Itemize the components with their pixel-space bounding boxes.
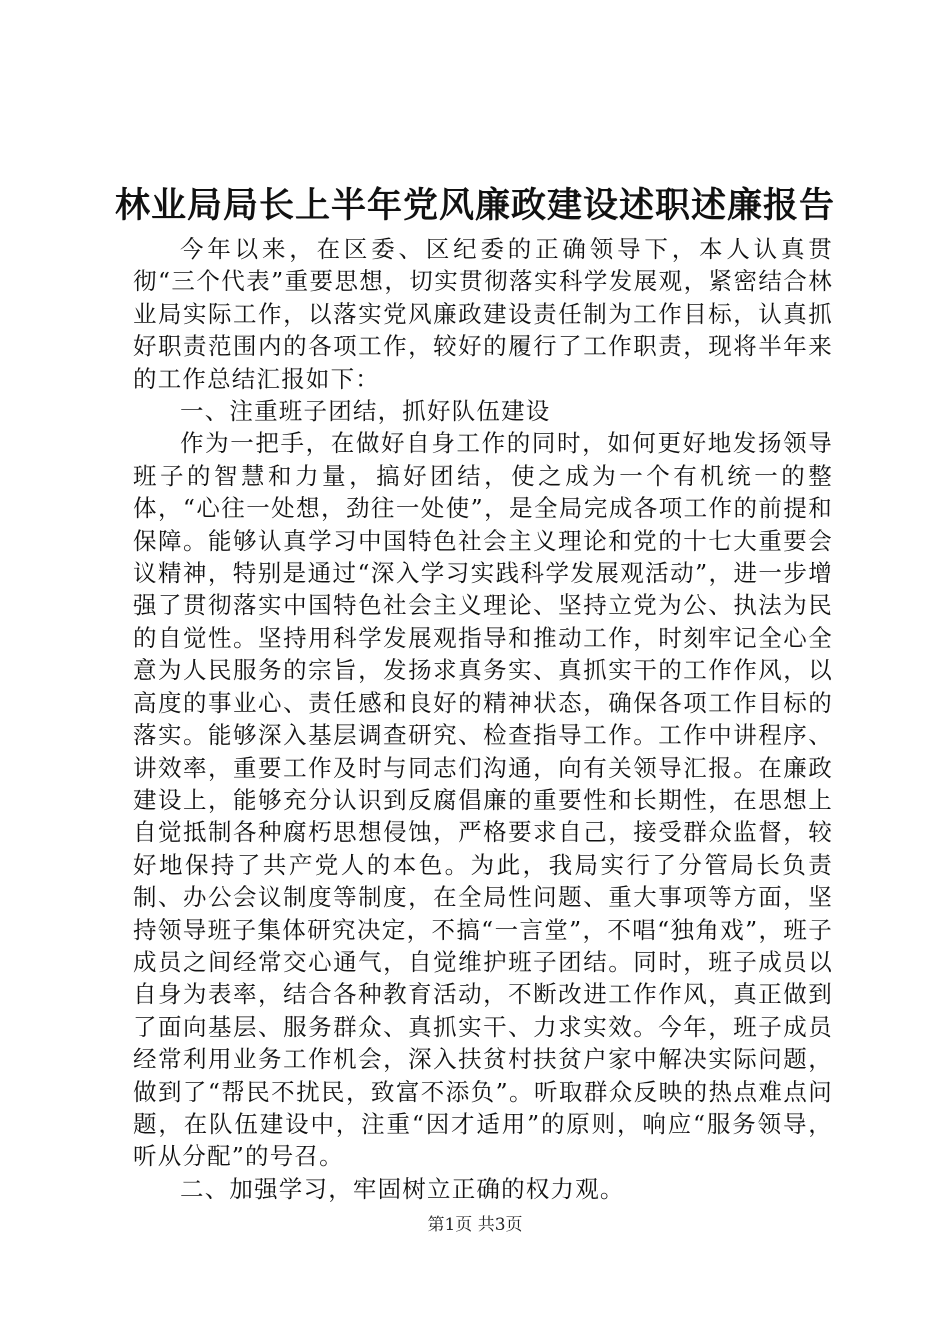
document-title: 林业局局长上半年党风廉政建设述职述廉报告 — [114, 186, 835, 226]
page-number-footer: 第1页 共3页 — [427, 1215, 523, 1235]
paragraph-intro: 今年以来，在区委、区纪委的正确领导下，本人认真贯彻“三个代表”重要思想，切实贯彻落实科学发展观，紧密结合林业局实际工作，以落实党风廉政建设责任制为工作目标，认真抓好职责范围内的各项工作，较好的履行了工作职责，现将半年来的工作总结汇报如下： — [133, 235, 833, 393]
document-body — [133, 233, 833, 1205]
section-heading-1: 一、注重班子团结，抓好队伍建设 — [180, 397, 551, 426]
section-heading-2: 二、加强学习，牢固树立正确的权力观。 — [180, 1174, 625, 1203]
paragraph-section-1: 作为一把手，在做好自身工作的同时，如何更好地发扬领导班子的智慧和力量，搞好团结，使之成为一个有机统一的整体，“心往一处想，劲往一处使”，是全局完成各项工作的前提和保障。能够认真学习中国特色社会主义理论和党的十七大重要会议精神，特别是通过“深入学习实践科学发展观活动”，进一步增强了贯彻落实中国特色社会主义理论、坚持立党为公、执法为民的自觉性。坚持用科学发展观指导和推动工作，时刻牢记全心全意为人民服务的宗旨，发扬求真务实、真抓实干的工作作风，以高度的事业心、责任感和良好的精神状态，确保各项工作目标的落实。能够深入基层调查研究、检查指导工作。工作中讲程序、讲效率，重要工作及时与同志们沟通，向有关领导汇报。在廉政建设上，能够充分认识到反腐倡廉的重要性和长期性，在思想上自觉抵制各种腐朽思想侵蚀，严格要求自己，接受群众监督，较好地保持了共产党人的本色。为此，我局实行了分管局长负责制、办公会议制度等制度，在全局性问题、重大事项等方面，坚持领导班子集体研究决定，不搞“一言堂”，不唱“独角戏”，班子成员之间经常交心通气，自觉维护班子团结。同时，班子成员以自身为表率，结合各种教育活动，不断改进工作作风，真正做到了面向基层、服务群众、真抓实干、力求实效。今年，班子成员经常利用业务工作机会，深入扶贫村扶贫户家中解决实际问题，做到了“帮民不扰民，致富不添负”。听取群众反映的热点难点问题，在队伍建设中，注重“因才适用”的原则，响应“服务领导，听从分配”的号召。 — [133, 429, 833, 1171]
